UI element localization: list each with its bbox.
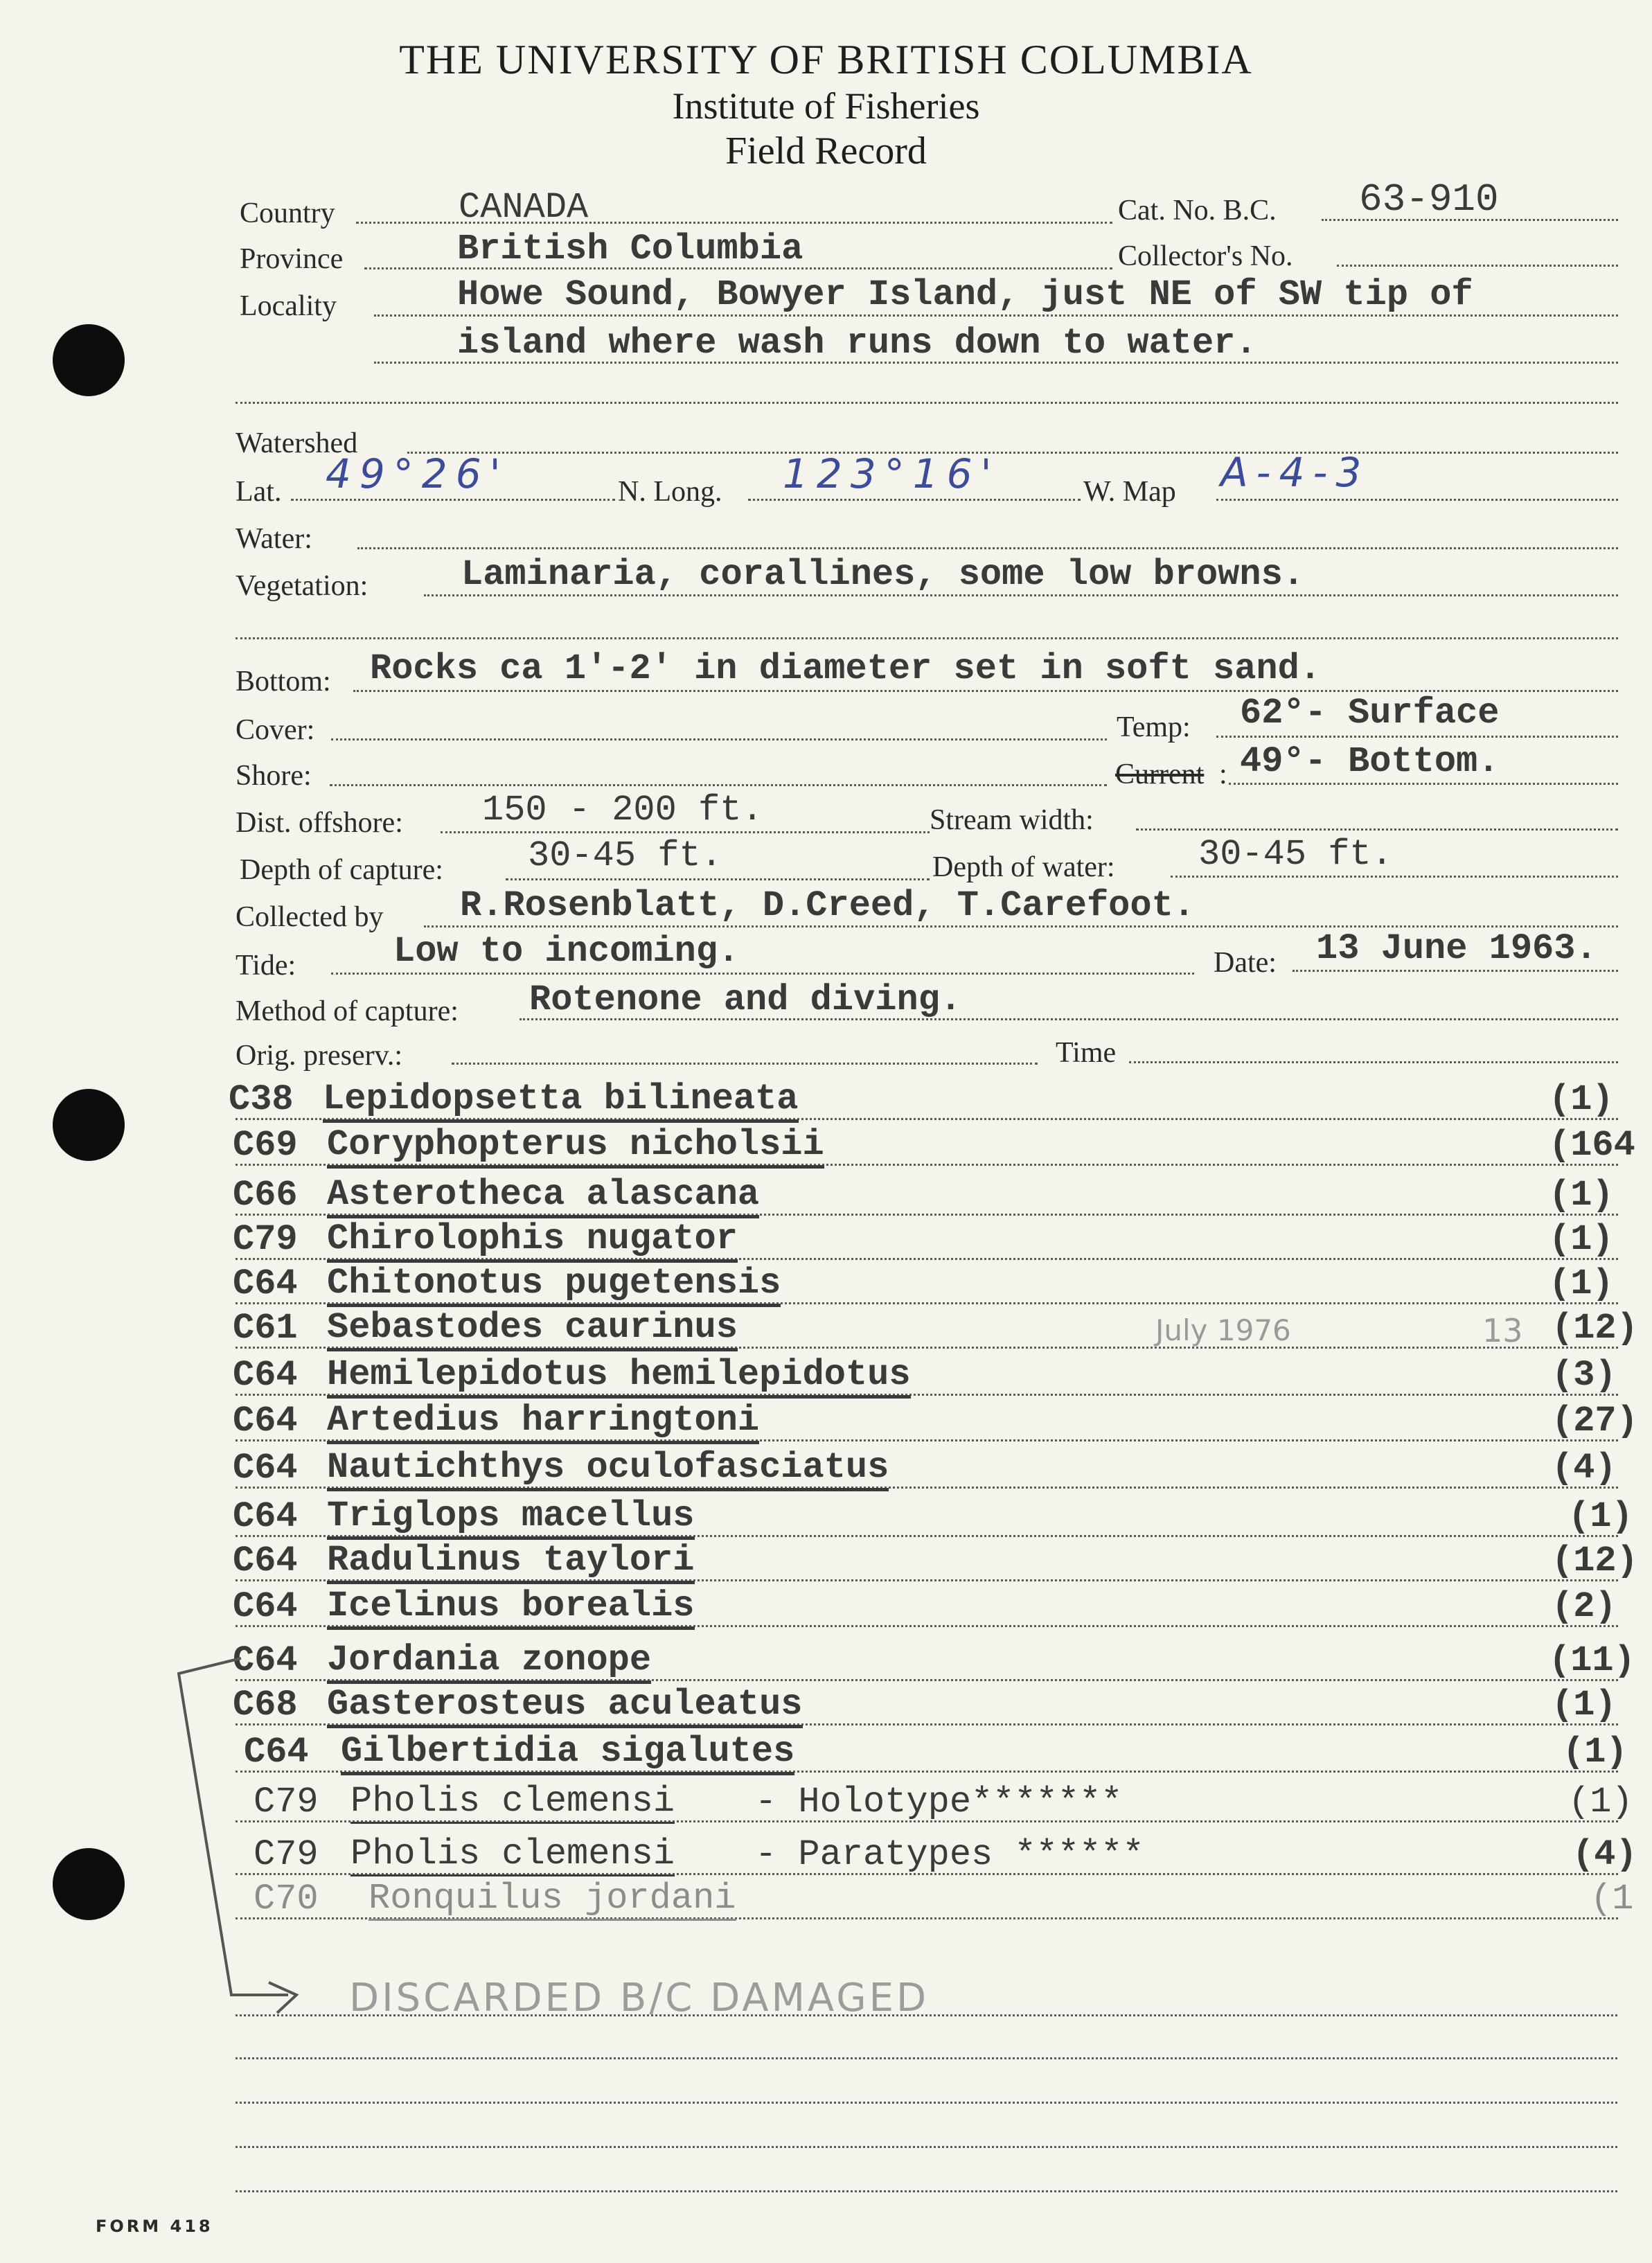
collected-by-value: R.Rosenblatt, D.Creed, T.Carefoot. xyxy=(460,885,1195,926)
date-value: 13 June 1963. xyxy=(1316,928,1597,969)
species-count: (1) xyxy=(1549,1079,1614,1120)
species-row xyxy=(0,1782,1652,1825)
vegetation-value: Laminaria, corallines, some low browns. xyxy=(461,554,1304,595)
discard-note: DISCARDED B/C DAMAGED xyxy=(349,1976,930,2021)
country-label: Country xyxy=(240,197,335,229)
species-code: C79 xyxy=(254,1834,319,1875)
depth-water-value: 30-45 ft. xyxy=(1198,834,1393,875)
species-code: C64 xyxy=(233,1541,298,1581)
blank-line xyxy=(236,2057,1617,2059)
long-line xyxy=(748,499,1081,501)
blank-line xyxy=(236,2102,1617,2104)
species-count: (1) xyxy=(1549,1219,1614,1260)
province-label: Province xyxy=(240,243,344,275)
bottom-line xyxy=(353,690,1618,692)
species-name: Artedius harringtoni xyxy=(327,1401,759,1444)
bottom-label: Bottom: xyxy=(236,666,331,698)
species-name: Pholis clemensi xyxy=(350,1782,675,1824)
orig-preserv-line xyxy=(452,1063,1038,1065)
type-status-note: - Paratypes ****** xyxy=(755,1834,1144,1875)
species-name: Hemilepidotus hemilepidotus xyxy=(327,1355,911,1399)
watershed-label: Watershed xyxy=(236,427,358,459)
collectors-no-label: Collector's No. xyxy=(1118,240,1293,272)
species-row xyxy=(0,1732,1652,1775)
species-row xyxy=(0,1219,1652,1262)
species-code: C69 xyxy=(233,1125,298,1166)
date-label: Date: xyxy=(1214,947,1277,979)
species-code: C64 xyxy=(233,1496,298,1537)
temp-line xyxy=(1216,736,1618,738)
cat-no-label: Cat. No. B.C. xyxy=(1118,195,1277,227)
species-row xyxy=(0,1496,1652,1539)
method-label: Method of capture: xyxy=(236,995,459,1027)
punch-hole-top xyxy=(53,324,125,396)
depth-capture-value: 30-45 ft. xyxy=(528,835,722,876)
species-name: Pholis clemensi xyxy=(350,1834,675,1876)
dist-offshore-label: Dist. offshore: xyxy=(236,807,403,839)
pencil-date-annotation: July 1976 xyxy=(1155,1313,1291,1347)
species-code: C61 xyxy=(233,1308,298,1349)
species-row xyxy=(0,1879,1652,1922)
record-type-title: Field Record xyxy=(725,130,927,172)
species-name: Gasterosteus aculeatus xyxy=(327,1685,803,1728)
lat-value: 49°26' xyxy=(326,450,509,497)
species-row xyxy=(0,1541,1652,1583)
blank-line xyxy=(236,2146,1617,2148)
species-code: C64 xyxy=(233,1640,298,1681)
species-name: Icelinus borealis xyxy=(327,1586,695,1630)
current-line xyxy=(1229,783,1618,785)
species-row xyxy=(0,1125,1652,1168)
species-row xyxy=(0,1079,1652,1122)
province-value: British Columbia xyxy=(457,229,803,269)
species-row xyxy=(0,1685,1652,1728)
species-count: (1) xyxy=(1568,1496,1633,1537)
species-code: C64 xyxy=(233,1586,298,1627)
species-count: (1) xyxy=(1563,1732,1628,1773)
type-status-note: - Holotype******* xyxy=(755,1782,1123,1822)
species-code: C38 xyxy=(229,1079,294,1120)
locality-label: Locality xyxy=(240,290,337,322)
watershed-line xyxy=(407,452,1618,454)
species-count: (27) xyxy=(1552,1401,1638,1441)
species-name: Ronquilus jordani xyxy=(368,1879,736,1921)
tide-label: Tide: xyxy=(236,950,296,982)
current-label-struck: Current xyxy=(1115,758,1205,790)
species-row xyxy=(0,1834,1652,1877)
species-row xyxy=(0,1586,1652,1629)
n-long-label: N. Long. xyxy=(618,476,722,508)
locality-value-line2: island where wash runs down to water. xyxy=(457,323,1257,364)
vegetation-line-2 xyxy=(236,637,1618,639)
university-title: THE UNIVERSITY OF BRITISH COLUMBIA xyxy=(399,37,1253,82)
depth-capture-label: Depth of capture: xyxy=(240,854,443,886)
depth-water-label: Depth of water: xyxy=(932,851,1115,883)
vegetation-label: Vegetation: xyxy=(236,570,368,602)
species-count: (1) xyxy=(1549,1263,1614,1304)
blank-line xyxy=(236,2190,1617,2192)
species-count: (1) xyxy=(1568,1782,1633,1822)
stream-width-label: Stream width: xyxy=(930,804,1094,836)
depth-water-line xyxy=(1171,876,1618,878)
temp-surface-value: 62°- Surface xyxy=(1240,693,1500,734)
species-code: C79 xyxy=(254,1782,319,1822)
species-row xyxy=(0,1308,1652,1351)
species-count: (11) xyxy=(1549,1640,1635,1681)
species-name: Nautichthys oculofasciatus xyxy=(327,1448,889,1491)
species-row xyxy=(0,1448,1652,1491)
lat-line xyxy=(291,499,615,501)
species-name: Triglops macellus xyxy=(327,1496,695,1540)
current-label-colon: : xyxy=(1219,758,1227,790)
species-code: C64 xyxy=(244,1732,309,1773)
orig-preserv-label: Orig. preserv.: xyxy=(236,1040,403,1072)
species-count: (164 xyxy=(1549,1125,1635,1166)
cover-line xyxy=(331,738,1107,740)
dist-offshore-line xyxy=(441,831,930,833)
species-row xyxy=(0,1640,1652,1683)
locality-value-line1: Howe Sound, Bowyer Island, just NE of SW tip of xyxy=(457,274,1473,315)
water-line xyxy=(357,547,1618,549)
species-code: C64 xyxy=(233,1355,298,1396)
pencil-count-annotation: 13 xyxy=(1482,1312,1523,1349)
species-code: C68 xyxy=(233,1685,298,1725)
map-value: A-4-3 xyxy=(1220,449,1370,496)
species-row xyxy=(0,1175,1652,1218)
species-name: Chitonotus pugetensis xyxy=(327,1263,781,1307)
long-value: 123°16' xyxy=(783,450,1000,497)
species-count: (2) xyxy=(1552,1586,1617,1627)
tide-line xyxy=(331,973,1194,975)
species-code: C79 xyxy=(233,1219,298,1260)
species-count: (4) xyxy=(1572,1834,1637,1875)
time-label: Time xyxy=(1056,1037,1117,1069)
collectors-no-line xyxy=(1337,265,1618,267)
species-row xyxy=(0,1401,1652,1444)
water-label: Water: xyxy=(236,523,312,555)
blank-line xyxy=(236,2014,1617,2016)
species-code: C64 xyxy=(233,1448,298,1489)
species-code: C64 xyxy=(233,1263,298,1304)
species-row xyxy=(0,1355,1652,1398)
species-name: Jordania zonope xyxy=(327,1640,651,1684)
species-name: Chirolophis nugator xyxy=(327,1219,738,1263)
w-map-label: W. Map xyxy=(1083,476,1176,508)
tide-value: Low to incoming. xyxy=(393,931,740,972)
lat-label: Lat. xyxy=(236,476,282,508)
date-line xyxy=(1293,970,1618,972)
collected-by-label: Collected by xyxy=(236,901,384,933)
shore-label: Shore: xyxy=(236,760,312,792)
species-count: (1) xyxy=(1552,1685,1617,1725)
form-number: FORM 418 xyxy=(96,2217,213,2236)
map-line xyxy=(1216,499,1618,501)
temp-label: Temp: xyxy=(1117,711,1191,743)
species-count: (1) xyxy=(1549,1175,1614,1216)
species-name: Asterotheca alascana xyxy=(327,1175,759,1218)
institute-title: Institute of Fisheries xyxy=(672,85,980,127)
species-name: Radulinus taylori xyxy=(327,1541,695,1584)
species-count: (3) xyxy=(1552,1355,1617,1396)
species-name: Sebastodes caurinus xyxy=(327,1308,738,1351)
species-count: (1 xyxy=(1590,1879,1634,1919)
species-count: (12) xyxy=(1552,1308,1638,1349)
dist-offshore-value: 150 - 200 ft. xyxy=(482,790,763,831)
bottom-value: Rocks ca 1'-2' in diameter set in soft sand. xyxy=(370,648,1322,689)
species-count: (4) xyxy=(1552,1448,1617,1489)
species-code: C70 xyxy=(254,1879,319,1919)
cat-no-value: 63-910 xyxy=(1359,177,1499,222)
species-name: Lepidopsetta bilineata xyxy=(323,1079,799,1123)
time-line xyxy=(1129,1061,1618,1063)
stream-width-line xyxy=(1136,828,1618,831)
method-value: Rotenone and diving. xyxy=(529,979,962,1020)
shore-line xyxy=(330,784,1107,786)
species-name: Gilbertidia sigalutes xyxy=(341,1732,794,1775)
depth-capture-line xyxy=(506,878,930,880)
species-count: (12) xyxy=(1552,1541,1638,1581)
temp-bottom-value: 49°- Bottom. xyxy=(1240,741,1500,782)
locality-line-3 xyxy=(236,402,1618,404)
cover-label: Cover: xyxy=(236,714,315,746)
country-value: CANADA xyxy=(459,187,589,228)
species-name: Coryphopterus nicholsii xyxy=(327,1125,824,1169)
species-code: C66 xyxy=(233,1175,298,1216)
species-row xyxy=(0,1263,1652,1306)
species-code: C64 xyxy=(233,1401,298,1441)
